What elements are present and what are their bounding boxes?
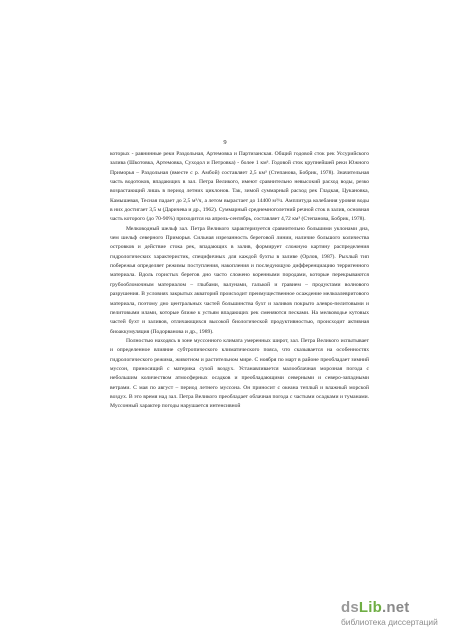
logo-lib-text: Lib xyxy=(358,598,382,616)
logo-net-text: net xyxy=(386,598,410,616)
dslib-logo xyxy=(341,596,409,618)
page-number: 9 xyxy=(223,139,227,146)
document-body xyxy=(110,150,369,412)
paragraph-2: Мелководный шельф зал. Петра Великого характеризуется сравнительно большими уклонами дна, чем шельф северного Приморья. Сильная изрезанность береговой линии, наличие большого количества островков и действие стока рек, впадающих в залив, формирует сложную картину распределения гидрологических характеристик, специфичных для каждой бухты в заливе (Орлов, 1987). Рыхлый тип побережья определяет режимы поступления, накопления и последующую дифференциацию терригенного материала. Вдоль гористых берегов дно часто сложено коренными породами, которые перекрываются грубообломочным материалом – глыбами, валунами, галькой и гравием – продуктами волнового разрушения. В условиях закрытых акваторий происходит преимущественное осаждение мелкоалевритового материала, поэтому дно центральных частей большинства бухт и заливов покрыто алевро-пелитовыми и пелитовыми илами, которые ближе к устьям впадающих рек сменяются песками. На мелководье кутовых частей бухт и заливов, отличающихся высокой биологической продуктивностью, происходит активная биоаккумуляция (Подорванова и др., 1989). xyxy=(110,225,369,335)
dslib-watermark xyxy=(341,596,449,632)
paragraph-3: Полностью находясь в зоне муссонного климата умеренных широт, зал. Петра Великого испытывает и определенное влияние субтропического климатического пояса, что сказывается на особенностях гидрологического режима, животном и растительном мире. С ноября по март в районе преобладает зимний муссон, приносящий с материка сухой воздух. Устанавливается малооблачная морозная погода с небольшим количеством атмосферных осадков и преобладающими северными и северо-западными ветрами. С мая по август – период летнего муссона. Он приносит с океана теплый и влажный морской воздух. В это время над зал. Петра Великого преобладает облачная погода с частыми осадками и туманами. Муссонный характер погоды нарушается интенсивной xyxy=(110,337,369,410)
paragraph-1: которых - равнинные реки Раздольная, Артемовка и Партизанская. Общий годовой сток рек Уссурийского залива (Шкотовка, Артемовка, Суходол и Петровка) - более 1 км³. Годовой сток крупнейшей реки Южного Приморья – Раздольная (вместе с р. Амбой) составляет 2,5 км³ (Степанова, Бобрик, 1978). Значительная часть водотоков, впадающих в зал. Петра Великого, имеют сравнительно невысокий расход воды, резко возрастающий лишь в период летних циклонов. Так, зимой суммарный расход рек Гладкая, Цукановка, Камышевая, Тесная падает до 2,5 м³/ч, а летом вырастает до 14400 м³/ч. Амплитуда колебания уровня воды в них достигает 3,5 м (Даричева и др., 1962). Суммарный среднемноголетний речной сток в залив, основная часть которого (до 70-90%) приходится на апрель-сентябрь, составляет 4,72 км³ (Степанова, Бобрик, 1978). xyxy=(110,151,369,223)
logo-dot-text: . xyxy=(382,598,387,616)
watermark-tagline: библиотека диссертаций xyxy=(341,617,438,627)
logo-ds-text: ds xyxy=(341,598,359,616)
